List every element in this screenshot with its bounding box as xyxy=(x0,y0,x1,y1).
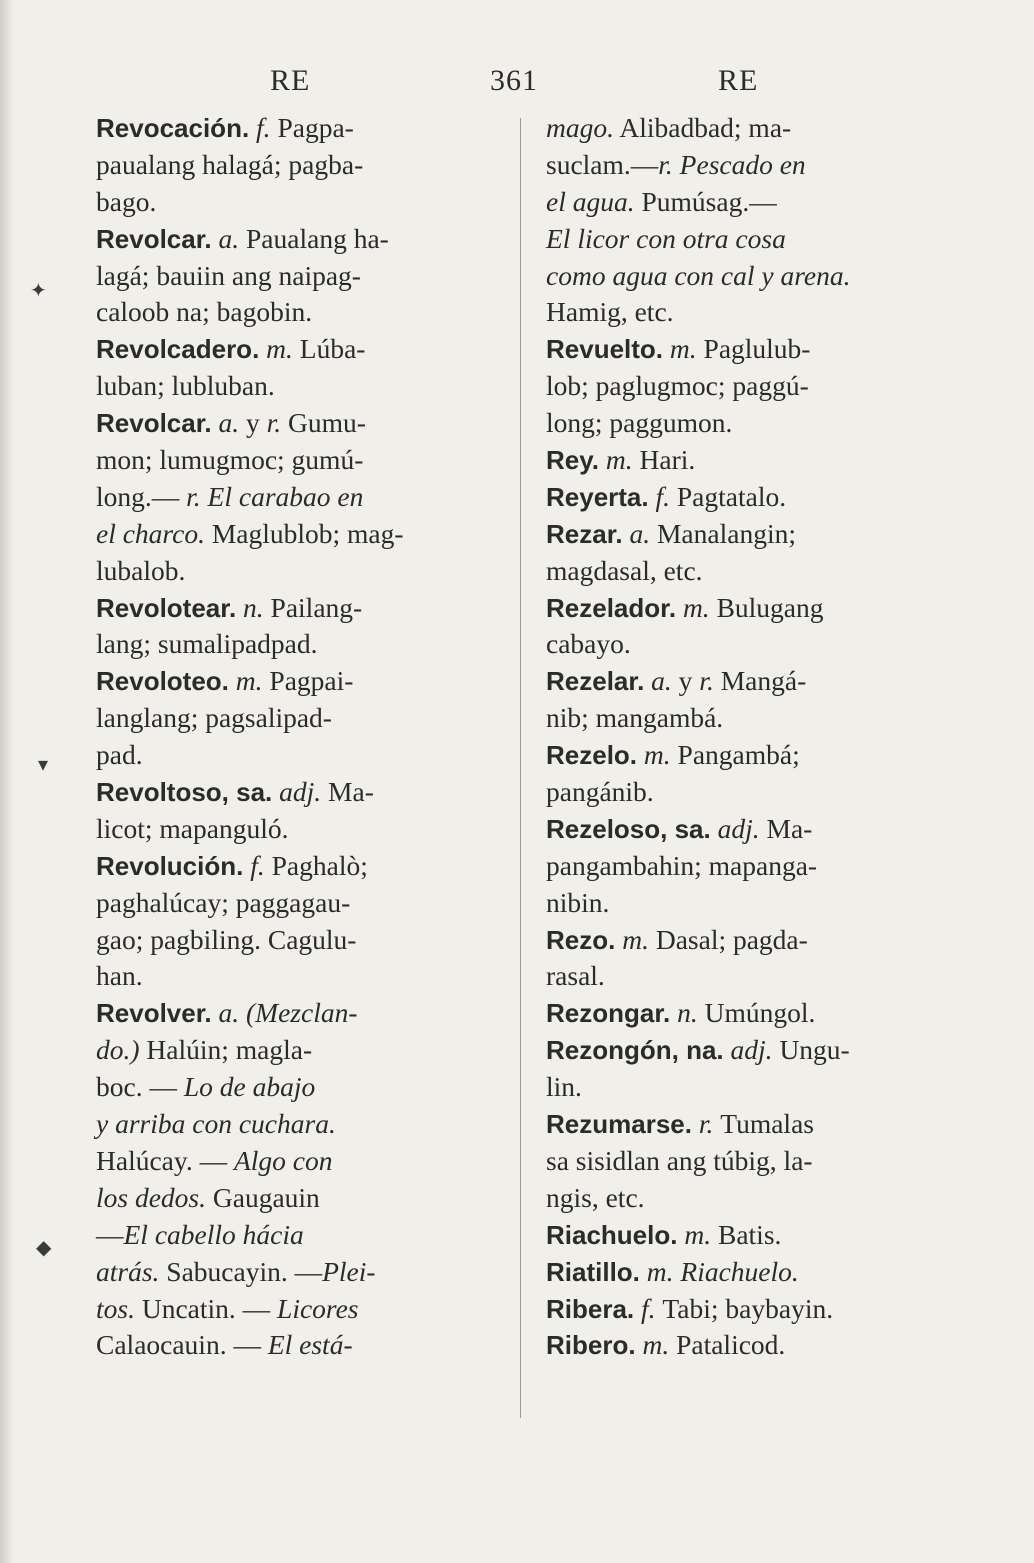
italic-text: r. xyxy=(691,1108,721,1140)
text-line xyxy=(546,885,951,922)
definition-text: long.— xyxy=(96,480,187,512)
headword: Rezongón, na. xyxy=(546,1035,724,1066)
text-line xyxy=(96,184,506,221)
header-right-guide: RE xyxy=(718,64,759,97)
margin-mark-icon: ✦ xyxy=(30,278,47,302)
headword: Revolcar. xyxy=(96,408,212,439)
definition-text: nibin. xyxy=(546,886,610,918)
italic-text: a. xyxy=(211,222,247,254)
definition-text: Pumúsag.— xyxy=(634,185,777,217)
italic-text: el charco. xyxy=(96,517,205,549)
definition-text: lang; sumalipadpad. xyxy=(96,628,318,660)
definition-text: Hamig, etc. xyxy=(546,296,674,328)
text-line xyxy=(96,294,506,331)
definition-text: paghalúcay; paggagau- xyxy=(96,886,351,918)
text-line xyxy=(96,958,506,995)
definition-text: Ungu- xyxy=(779,1034,850,1066)
definition-text: lin. xyxy=(546,1071,582,1103)
headword: Revoloteo. xyxy=(96,666,229,697)
text-line xyxy=(546,110,951,147)
text-line xyxy=(546,663,951,700)
definition-text: Uncatin. — xyxy=(134,1292,278,1324)
italic-text: los dedos. xyxy=(96,1181,206,1213)
definition-text: Hari. xyxy=(639,444,696,476)
italic-text: a. (Mezclan- xyxy=(211,997,358,1029)
definition-text: Alibadbad; ma- xyxy=(614,112,792,143)
definition-text: long; paggumon. xyxy=(546,407,733,439)
text-line xyxy=(546,1032,951,1069)
italic-text: m. xyxy=(637,739,678,771)
text-line xyxy=(96,811,506,848)
italic-text: Plei- xyxy=(322,1255,376,1287)
definition-text: — xyxy=(96,1218,124,1250)
text-line xyxy=(546,184,951,221)
headword: Reyerta. xyxy=(546,481,649,512)
italic-text: Lo de abajo xyxy=(183,1071,316,1103)
italic-text: Licores xyxy=(277,1292,359,1324)
text-line xyxy=(546,811,951,848)
text-line xyxy=(96,1254,506,1291)
definition-text: mon; lumugmoc; gumú- xyxy=(96,444,364,476)
right-column xyxy=(546,110,951,1364)
italic-text: adj. xyxy=(723,1034,780,1066)
italic-text: Algo con xyxy=(233,1144,333,1176)
definition-text: paualang halagá; pagba- xyxy=(96,148,364,180)
definition-text: Gumu- xyxy=(281,407,366,439)
text-line xyxy=(96,368,506,405)
definition-text: lubalob. xyxy=(96,554,186,586)
definition-text: Maglublob; mag- xyxy=(204,517,404,549)
definition-text: Umúngol. xyxy=(704,997,816,1029)
headword: Rezelo. xyxy=(546,740,638,771)
text-line xyxy=(546,1143,951,1180)
headword: Revolcar. xyxy=(96,223,212,254)
definition-text: Patalicod. xyxy=(676,1329,786,1361)
text-line xyxy=(546,995,951,1032)
italic-text: m. xyxy=(599,444,640,476)
definition-text: y xyxy=(678,665,700,697)
headword: Revolotear. xyxy=(96,592,237,623)
headword: Rezumarse. xyxy=(546,1109,692,1140)
headword: Revolución. xyxy=(96,850,244,881)
page-header xyxy=(0,60,1034,104)
italic-text: a. xyxy=(644,665,679,697)
text-line xyxy=(96,774,506,811)
text-line xyxy=(96,1069,506,1106)
text-line xyxy=(546,958,951,995)
text-line xyxy=(96,663,506,700)
text-line xyxy=(546,368,951,405)
text-line xyxy=(96,1143,506,1180)
definition-text: Calaocauin. — xyxy=(96,1329,268,1361)
text-line xyxy=(96,553,506,590)
text-line xyxy=(96,1327,506,1364)
text-line xyxy=(96,110,506,147)
definition-text: Mangá- xyxy=(713,665,807,697)
text-line xyxy=(546,848,951,885)
definition-text: bago. xyxy=(96,185,157,217)
text-line xyxy=(96,885,506,922)
column-divider xyxy=(520,118,521,1418)
definition-text: magdasal, etc. xyxy=(546,554,703,586)
text-line xyxy=(96,258,506,295)
definition-text: sa sisidlan ang túbig, la- xyxy=(546,1144,813,1176)
italic-text: mago. xyxy=(546,112,614,143)
definition-text: Pailang- xyxy=(270,591,363,623)
text-line xyxy=(546,1291,951,1328)
definition-text: nib; mangambá. xyxy=(546,702,724,734)
page-edge-shadow xyxy=(0,0,14,1563)
text-line xyxy=(96,848,506,885)
headword: Rezelar. xyxy=(546,666,645,697)
definition-text: Pagpa- xyxy=(277,112,354,143)
italic-text: m. xyxy=(676,591,717,623)
italic-text: y arriba con cuchara. xyxy=(96,1108,336,1140)
text-line xyxy=(546,258,951,295)
definition-text: pad. xyxy=(96,739,143,771)
header-left-guide: RE xyxy=(270,64,311,97)
italic-text: r. El carabao en xyxy=(186,480,364,512)
text-line xyxy=(96,516,506,553)
italic-text: m. xyxy=(677,1218,718,1250)
text-line xyxy=(546,922,951,959)
definition-text: Sabucayin. — xyxy=(159,1255,323,1287)
text-line xyxy=(96,442,506,479)
text-line xyxy=(546,1217,951,1254)
definition-text: Pagtatalo. xyxy=(676,480,787,512)
headword: Riatillo. xyxy=(546,1256,640,1287)
italic-text: n. xyxy=(670,997,705,1029)
text-line xyxy=(546,737,951,774)
text-line xyxy=(96,1180,506,1217)
italic-text: m. xyxy=(259,333,300,365)
italic-text: do.) xyxy=(96,1034,140,1066)
definition-text: lagá; bauiin ang naipag- xyxy=(96,259,361,291)
text-line xyxy=(96,1032,506,1069)
definition-text: cabayo. xyxy=(546,628,631,660)
text-line xyxy=(96,1217,506,1254)
italic-text: m. xyxy=(663,333,704,365)
definition-text: langlang; pagsalipad- xyxy=(96,702,332,734)
left-column xyxy=(96,110,506,1364)
definition-text: rasal. xyxy=(546,960,605,992)
headword: Revolver. xyxy=(96,998,212,1029)
definition-text: ngis, etc. xyxy=(546,1181,645,1213)
definition-text: Ma- xyxy=(328,776,374,808)
italic-text: f. xyxy=(249,112,278,143)
definition-text: han. xyxy=(96,960,143,992)
text-line xyxy=(546,442,951,479)
italic-text: f. xyxy=(648,480,677,512)
definition-text: Manalangin; xyxy=(656,517,796,549)
definition-text: Bulugang xyxy=(716,591,824,623)
text-line xyxy=(546,1069,951,1106)
headword: Rezelador. xyxy=(546,592,677,623)
headword: Revuelto. xyxy=(546,334,664,365)
text-line xyxy=(96,405,506,442)
text-line xyxy=(96,1106,506,1143)
headword: Rezar. xyxy=(546,518,623,549)
headword: Revocación. xyxy=(96,113,250,143)
italic-text: adj. xyxy=(272,776,329,808)
headword: Ribera. xyxy=(546,1293,635,1324)
text-line xyxy=(546,221,951,258)
headword: Rey. xyxy=(546,445,599,476)
headword: Rezongar. xyxy=(546,998,671,1029)
italic-text: m. xyxy=(635,1329,677,1361)
text-line xyxy=(546,294,951,331)
definition-text: Ma- xyxy=(766,812,813,844)
text-line xyxy=(96,626,506,663)
definition-text: Paualang ha- xyxy=(246,222,389,254)
text-line xyxy=(546,1254,951,1291)
margin-mark-icon: ▾ xyxy=(38,752,49,776)
definition-text: boc. — xyxy=(96,1071,184,1103)
definition-text: Dasal; pagda- xyxy=(655,923,808,955)
definition-text: Tumalas xyxy=(720,1108,814,1140)
text-line xyxy=(96,331,506,368)
margin-mark-icon: ◆ xyxy=(36,1235,52,1259)
italic-text: El está- xyxy=(267,1329,353,1361)
text-line xyxy=(546,479,951,516)
definition-text: luban; lubluban. xyxy=(96,370,275,402)
italic-text: n. xyxy=(236,591,271,623)
text-line xyxy=(546,516,951,553)
text-line xyxy=(96,700,506,737)
italic-text: el agua. xyxy=(546,185,635,217)
definition-text: Halúin; magla- xyxy=(139,1034,313,1066)
italic-text: a. xyxy=(622,517,657,549)
text-line xyxy=(546,331,951,368)
italic-text: El cabello hácia xyxy=(123,1218,304,1250)
italic-text: atrás. xyxy=(96,1255,160,1287)
definition-text: y xyxy=(246,407,267,439)
italic-text: r. Pescado en xyxy=(658,148,806,180)
text-line xyxy=(546,1106,951,1143)
definition-text: suclam.— xyxy=(546,148,659,180)
text-line xyxy=(546,700,951,737)
italic-text: m. Riachuelo. xyxy=(639,1255,799,1287)
text-line xyxy=(546,1327,951,1364)
text-line xyxy=(96,922,506,959)
definition-text: Batis. xyxy=(717,1218,782,1250)
italic-text: como agua con cal y arena. xyxy=(546,259,851,291)
italic-text: El licor con otra cosa xyxy=(546,222,786,254)
text-line xyxy=(546,626,951,663)
text-line xyxy=(546,405,951,442)
italic-text: r. xyxy=(699,665,714,697)
definition-text: caloob na; bagobin. xyxy=(96,296,313,328)
text-line xyxy=(546,147,951,184)
text-line xyxy=(546,774,951,811)
italic-text: tos. xyxy=(96,1292,135,1324)
definition-text: Paghalò; xyxy=(271,849,368,881)
headword: Revolcadero. xyxy=(96,334,260,365)
definition-text: pangánib. xyxy=(546,776,654,808)
headword: Riachuelo. xyxy=(546,1219,678,1250)
italic-text: r. xyxy=(266,407,282,439)
definition-text: Gaugauin xyxy=(206,1181,320,1213)
definition-text: Tabi; baybayin. xyxy=(662,1292,834,1324)
text-line xyxy=(546,590,951,627)
page-number: 361 xyxy=(490,64,538,97)
text-line xyxy=(546,1180,951,1217)
italic-text: f. xyxy=(634,1292,663,1324)
headword: Rezeloso, sa. xyxy=(546,813,711,844)
definition-text: gao; pagbiling. Cagulu- xyxy=(96,923,357,955)
definition-text: lob; paglugmoc; paggú- xyxy=(546,370,809,402)
text-line xyxy=(96,995,506,1032)
definition-text: licot; mapanguló. xyxy=(96,812,289,844)
headword: Ribero. xyxy=(546,1330,636,1361)
definition-text: Halúcay. — xyxy=(96,1144,234,1176)
definition-text: Paglulub- xyxy=(703,333,811,365)
definition-text: Lúba- xyxy=(299,333,366,365)
italic-text: m. xyxy=(615,923,656,955)
italic-text: adj. xyxy=(710,812,767,844)
text-line xyxy=(96,147,506,184)
text-line xyxy=(96,590,506,627)
text-line xyxy=(96,737,506,774)
italic-text: m. xyxy=(228,665,270,697)
text-line xyxy=(96,479,506,516)
definition-text: Pagpai- xyxy=(269,665,354,697)
headword: Revoltoso, sa. xyxy=(96,777,273,808)
text-line xyxy=(546,553,951,590)
definition-text: Pangambá; xyxy=(677,739,800,771)
text-line xyxy=(96,1291,506,1328)
italic-text: a. xyxy=(211,407,247,439)
text-line xyxy=(96,221,506,258)
definition-text: pangambahin; mapanga- xyxy=(546,849,818,881)
italic-text: f. xyxy=(243,849,272,881)
headword: Rezo. xyxy=(546,924,616,955)
